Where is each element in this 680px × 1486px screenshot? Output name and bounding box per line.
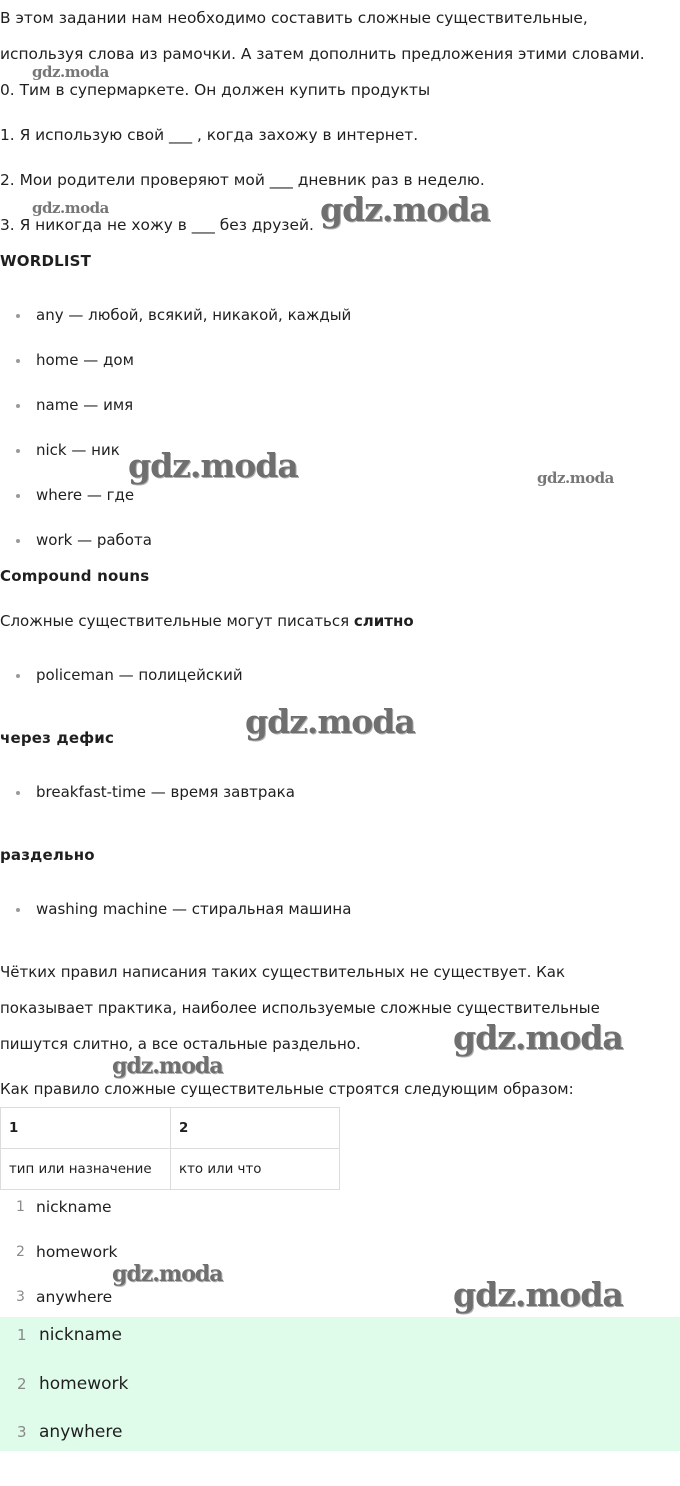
bullet-icon — [16, 494, 20, 498]
answer-word: nickname — [39, 1325, 122, 1345]
answer-word: homework — [39, 1374, 129, 1394]
table-row — [1, 1149, 340, 1190]
watermark: gdz.moda — [320, 190, 490, 229]
watermark: gdz.moda — [112, 1053, 223, 1079]
list-item: nickname — [36, 1198, 112, 1216]
watermark: gdz.moda — [453, 1275, 623, 1314]
answer-number: 3 — [17, 1423, 27, 1441]
list-number: 3 — [16, 1289, 25, 1305]
watermark: gdz.moda — [112, 1261, 223, 1287]
list-number: 2 — [16, 1244, 25, 1260]
watermark: gdz.moda — [537, 469, 614, 487]
sentence-3: 3. Я никогда не хожу в ___ без друзей. — [0, 216, 314, 234]
bullet-icon — [16, 791, 20, 795]
bullet-icon — [16, 359, 20, 363]
table-cell: кто или что — [171, 1149, 340, 1190]
answer-word: anywhere — [39, 1422, 123, 1442]
sentence-1: 1. Я использую свой ___ , когда захожу в интернет. — [0, 126, 419, 144]
bullet-icon — [16, 404, 20, 408]
list-item: anywhere — [36, 1288, 113, 1306]
compound-text: Сложные существительные могут писаться слитно — [0, 612, 414, 630]
compound-heading: Compound nouns — [0, 567, 150, 585]
table-header-cell: 1 — [1, 1108, 171, 1149]
answer-number: 1 — [17, 1326, 27, 1344]
bullet-icon — [16, 539, 20, 543]
watermark: gdz.moda — [128, 446, 298, 485]
hyphen-subheading: через дефис — [0, 729, 115, 747]
table-header-row — [1, 1108, 340, 1149]
watermark: gdz.moda — [32, 199, 109, 217]
rules-line-3: пишутся слитно, а все остальные раздельно. — [0, 1035, 361, 1053]
watermark: gdz.moda — [453, 1018, 623, 1057]
answer-box — [0, 1317, 680, 1451]
table-cell: тип или назначение — [1, 1149, 171, 1190]
rules-line-2: показывает практика, наиболее используемые сложные существительные — [0, 999, 600, 1017]
table-header-cell: 2 — [171, 1108, 340, 1149]
watermark: gdz.moda — [32, 63, 109, 81]
list-item: homework — [36, 1243, 118, 1261]
sentence-0: 0. Тим в супермаркете. Он должен купить продукты — [0, 81, 431, 99]
formation-table — [0, 1107, 340, 1190]
bullet-icon — [16, 908, 20, 912]
sentence-2: 2. Мои родители проверяют мой ___ дневник раз в неделю. — [0, 171, 485, 189]
compound-text-bold: слитно — [353, 612, 414, 630]
rules-line-1: Чёткиx правил написания таких существительных не существует. Как — [0, 963, 566, 981]
separate-subheading: раздельно — [0, 846, 95, 864]
intro-line-2: используя слова из рамочки. А затем дополнить предложения этими словами. — [0, 45, 645, 63]
bullet-icon — [16, 314, 20, 318]
wordlist-heading: WORDLIST — [0, 252, 92, 270]
intro-line-1: В этом задании нам необходимо составить сложные существительные, — [0, 9, 588, 27]
watermark: gdz.moda — [245, 702, 415, 741]
answer-number: 2 — [17, 1375, 27, 1393]
rules-line-4: Как правило сложные существительные строятся следующим образом: — [0, 1080, 574, 1098]
bullet-icon — [16, 449, 20, 453]
bullet-icon — [16, 674, 20, 678]
list-number: 1 — [16, 1199, 25, 1215]
